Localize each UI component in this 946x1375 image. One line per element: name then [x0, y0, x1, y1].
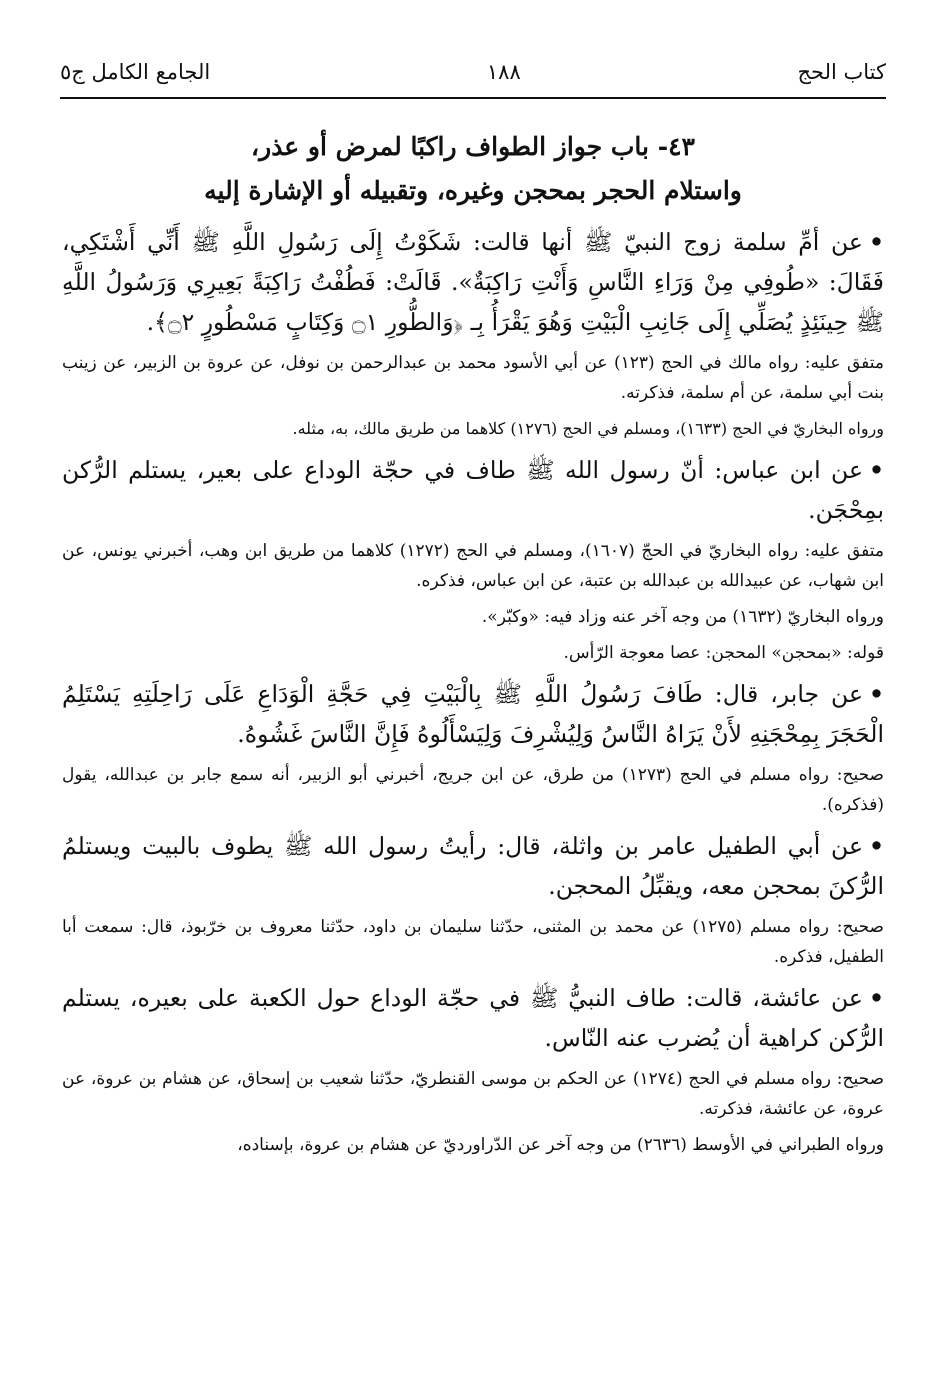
hadith-text: عن أمِّ سلمة زوج النبيّ ﷺ أنها قالت: شَكَوْتُ إِلَى رَسُولِ اللَّهِ ﷺ أَنِّي أَشْتَكِي، فَقَالَ: «طُوفِي مِنْ وَرَاءِ النَّاسِ وَأَنْتِ رَاكِبَةٌ». قَالَتْ: فَطُفْتُ رَاكِبَةً بَعِيرِي وَرَسُولُ اللَّهِ ﷺ حِينَئِذٍ يُصَلِّي إِلَى جَانِبِ الْبَيْتِ وَهُوَ يَقْرَأُ بِـ ﴿وَالطُّورِ ۝١ وَكِتَابٍ مَسْطُورٍ ۝٢﴾.: [62, 228, 884, 336]
page-body: [62, 222, 884, 1166]
takhrij-note: متفق عليه: رواه مالك في الحج (١٢٣) عن أبي الأسود محمد بن عبدالرحمن بن نوفل، عن عروة بن الزبير، عن زينب بنت أبي سلمة، عن أم سلمة، فذكرته.: [62, 353, 884, 403]
takhrij-note: ورواه البخاريّ في الحج (١٦٣٣)، ومسلم في الحج (١٢٧٦) كلاهما من طريق مالك، به، مثله.: [292, 419, 884, 438]
gloss-note: قوله: «بمحجن» المحجن: عصا معوجة الرّأس.: [563, 643, 884, 663]
hadith-paragraph: [62, 450, 884, 530]
takhrij-note: متفق عليه: رواه البخاريّ في الحجّ (١٦٠٧)، ومسلم في الحج (١٢٧٢) كلاهما من طريق ابن وهب، أخبرني يونس، عن ابن شهاب، عن عبيدالله بن عبدالله بن عتبة، عن ابن عباس، فذكره.: [62, 541, 884, 591]
chapter-heading: [60, 125, 886, 213]
hadith-paragraph: [62, 222, 884, 342]
hadith-text: عن ابن عباس: أنّ رسول الله ﷺ طاف في حجّة الوداع على بعير، يستلم الرُّكن بمِحْجَن.: [62, 456, 884, 524]
bullet-icon: •: [868, 984, 884, 1012]
header-divider: [60, 97, 886, 99]
page-number: ١٨٨: [486, 60, 521, 84]
bullet-icon: •: [868, 228, 884, 256]
chapter-title-line-1: ٤٣- باب جواز الطواف راكبًا لمرض أو عذر،: [251, 132, 695, 161]
bullet-icon: •: [868, 456, 884, 484]
bullet-icon: •: [868, 680, 884, 708]
hadith-paragraph: [62, 826, 884, 906]
takhrij-note: صحيح: رواه مسلم في الحج (١٢٧٤) عن الحكم بن موسى القنطريّ، حدّثنا شعيب بن إسحاق، عن هشام بن عروة، عن عروة، عن عائشة، فذكرته.: [62, 1069, 885, 1119]
page-header: [60, 52, 886, 92]
takhrij-note: صحيح: رواه مسلم في الحج (١٢٧٣) من طرق، عن ابن جريج، أخبرني أبو الزبير، أنه سمع جابر بن عبدالله، يقول (فذكره).: [62, 765, 884, 815]
hadith-text: عن أبي الطفيل عامر بن واثلة، قال: رأيتُ رسول الله ﷺ يطوف بالبيت ويستلمُ الرُّكنَ بمحجن معه، ويقبِّلُ المحجن.: [62, 832, 884, 900]
takhrij-note: صحيح: رواه مسلم (١٢٧٥) عن محمد بن المثنى، حدّثنا سليمان بن داود، حدّثنا معروف بن خرّبوذ، قال: سمعت أبا الطفيل، فذكره.: [62, 917, 884, 967]
hadith-text: عن عائشة، قالت: طاف النبيُّ ﷺ في حجّة الوداع حول الكعبة على بعيره، يستلم الرُّكن كراهية أن يُضرب عنه النّاس.: [62, 984, 884, 1052]
volume-title: الجامع الكامل ج٥: [60, 60, 211, 84]
takhrij-note: ورواه البخاريّ (١٦٣٢) من وجه آخر عنه وزاد فيه: «وكبّر».: [481, 607, 884, 627]
hadith-paragraph: [62, 978, 884, 1058]
chapter-title-line-2: واستلام الحجر بمحجن وغيره، وتقبيله أو الإشارة إليه: [204, 176, 742, 205]
hadith-paragraph: [62, 674, 884, 754]
book-title: كتاب الحج: [797, 60, 886, 84]
hadith-text: عن جابر، قال: طَافَ رَسُولُ اللَّهِ ﷺ بِالْبَيْتِ فِي حَجَّةِ الْوَدَاعِ عَلَى رَاحِلَتِهِ يَسْتَلِمُ الْحَجَرَ بِمِحْجَنِهِ لأَنْ يَرَاهُ النَّاسُ وَلِيُشْرِفَ وَلِيَسْأَلُوهُ فَإِنَّ النَّاسَ غَشُوهُ.: [62, 680, 884, 748]
takhrij-note: ورواه الطبراني في الأوسط (٢٦٣٦) من وجه آخر عن الدّراورديّ عن هشام بن عروة، بإسناده،: [237, 1135, 884, 1155]
bullet-icon: •: [868, 832, 884, 860]
